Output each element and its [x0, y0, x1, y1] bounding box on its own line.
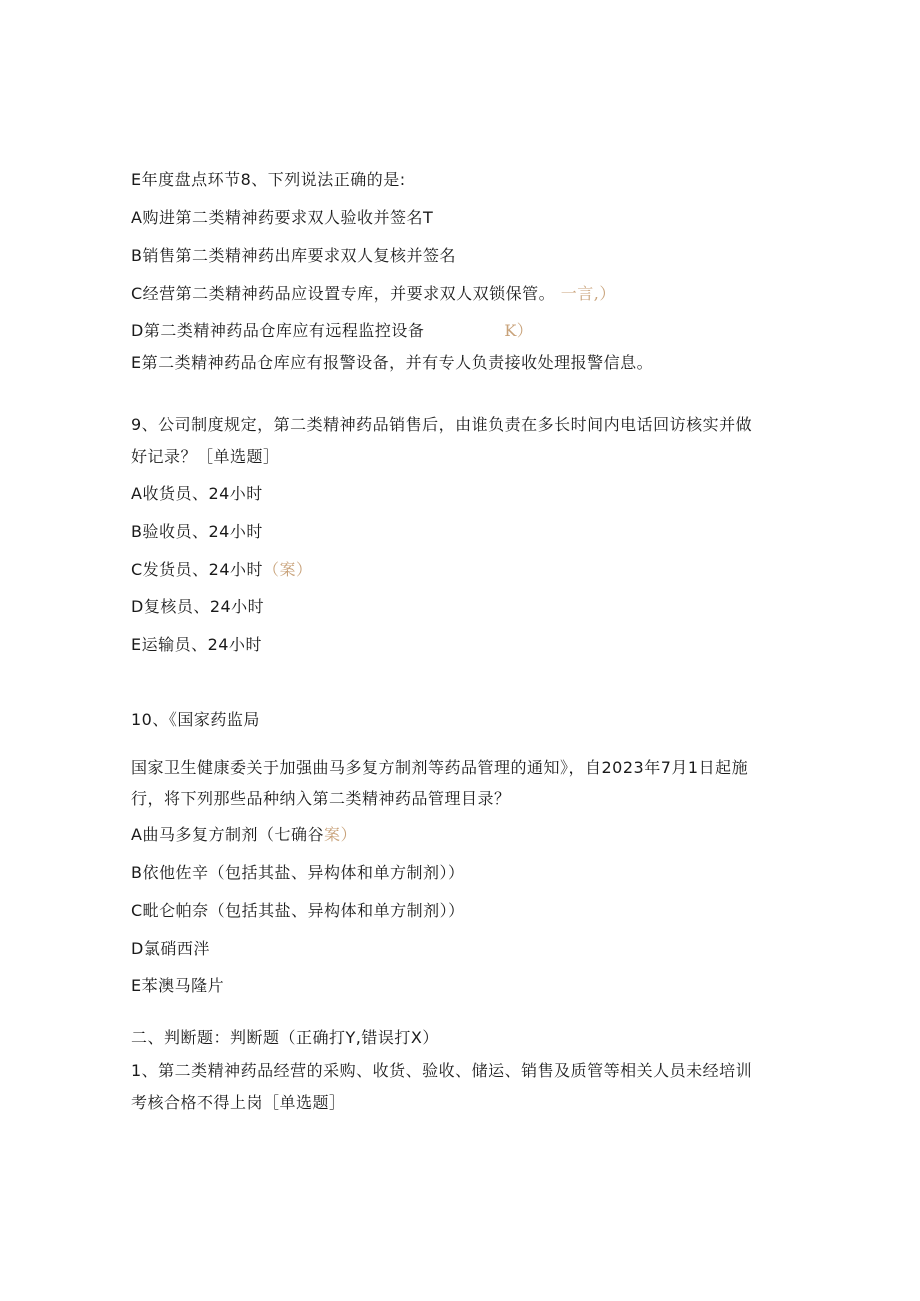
option-text: E苯澳马隆片	[131, 976, 225, 995]
option-text: B依他佐辛（包括其盐、异构体和单方制剂））	[131, 863, 465, 882]
q8-option-a	[131, 208, 433, 228]
q10-option-c	[131, 901, 465, 921]
option-text: D第二类精神药品仓库应有远程监控设备	[131, 321, 425, 340]
q8-option-d	[131, 321, 533, 341]
q8-option-c	[131, 284, 616, 304]
option-text: A购进第二类精神药要求双人验收并签名T	[131, 208, 434, 227]
option-text: C经营第二类精神药品应设置专库，并要求双人双锁保管。	[131, 284, 556, 303]
answer-mark: 案）	[323, 825, 357, 844]
option-text: D氯硝西泮	[131, 939, 210, 958]
q8-intro: E年度盘点环节8、下列说法正确的是:	[131, 170, 406, 189]
section2-q1-line1: 1、第二类精神药品经营的采购、收货、验收、储运、销售及质管等相关人员未经培训	[131, 1061, 753, 1080]
q9-option-d	[131, 597, 264, 617]
q10-option-a	[131, 825, 357, 845]
q10-stem-line1: 10、《国家药监局	[131, 710, 260, 729]
q10-stem-line2: 国家卫生健康委关于加强曲马多复方制剂等药品管理的通知》，自2023年7月1日起施	[131, 758, 749, 777]
q10-stem-line3: 行，将下列那些品种纳入第二类精神药品管理目录？	[131, 789, 511, 808]
option-text: C发货员、24小时	[131, 560, 264, 579]
section2-q1-line2: 考核合格不得上岗［单选题］	[131, 1093, 346, 1112]
answer-mark: K）	[504, 321, 534, 340]
answer-mark: （案）	[263, 560, 313, 579]
q9-option-a	[131, 484, 263, 504]
q8-option-b	[131, 246, 456, 266]
option-text: B销售第二类精神药出库要求双人复核并签名	[131, 246, 456, 265]
q9-stem-line1: 9、公司制度规定，第二类精神药品销售后，由谁负责在多长时间内电话回访核实并做	[131, 415, 753, 434]
q9-option-e	[131, 635, 262, 655]
option-text: E运输员、24小时	[131, 635, 262, 654]
q9-option-c	[131, 560, 313, 580]
option-text: D复核员、24小时	[131, 597, 265, 616]
option-text: A曲马多复方制剂（七确谷	[131, 825, 324, 844]
q10-option-e	[131, 976, 224, 996]
q10-option-b	[131, 863, 464, 883]
option-text: B验收员、24小时	[131, 522, 263, 541]
q8-option-e	[131, 353, 653, 373]
q9-option-b	[131, 522, 263, 542]
answer-mark: 一言,）	[560, 284, 616, 303]
option-text: A收货员、24小时	[131, 484, 263, 503]
q10-option-d	[131, 939, 210, 959]
q9-stem-line2: 好记录？［单选题］	[131, 447, 280, 466]
section2-heading: 二、判断题：判断题（正确打Y,错误打X）	[131, 1028, 439, 1047]
option-text: C毗仑帕奈（包括其盐、异构体和单方制剂））	[131, 901, 465, 920]
option-text: E第二类精神药品仓库应有报警设备，并有专人负责接收处理报警信息。	[131, 353, 654, 372]
